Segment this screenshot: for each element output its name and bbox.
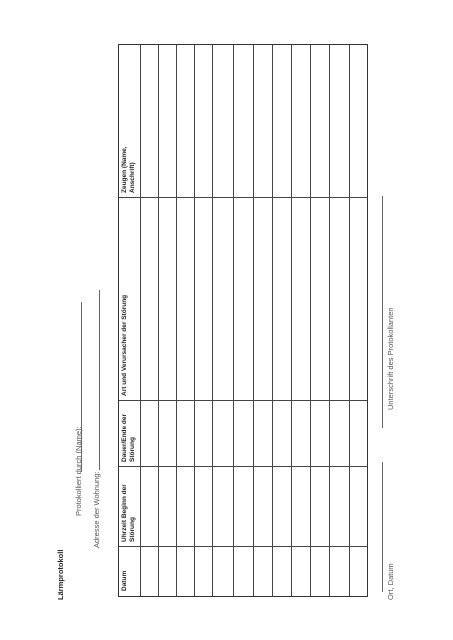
column-divider (119, 400, 367, 401)
row-divider (349, 45, 350, 596)
column-header-witnesses: Zeugen (Name, Anschrift) (121, 146, 136, 193)
row-divider (253, 45, 254, 596)
row-divider (140, 45, 141, 596)
row-divider (176, 45, 177, 596)
column-header-duration: Dauer/Ende der Störung (121, 413, 136, 462)
column-divider (119, 197, 367, 198)
noise-log-table (118, 44, 368, 597)
place-date-field[interactable] (382, 462, 383, 592)
signature-field[interactable] (382, 196, 383, 428)
row-divider (194, 45, 195, 596)
address-field[interactable] (99, 290, 100, 470)
place-date-label: Ort, Datum (386, 563, 395, 600)
row-divider (158, 45, 159, 596)
column-header-start-time: Uhrzeit Beginn der Störung (121, 484, 136, 542)
column-header-type-cause: Art und Verursacher der Störung (121, 294, 128, 396)
column-divider (119, 466, 367, 467)
row-divider (233, 45, 234, 596)
document-title: Lärmprotokoll (56, 549, 65, 600)
recorded-by-field[interactable] (81, 302, 82, 472)
column-divider (119, 546, 367, 547)
row-divider (310, 45, 311, 596)
address-label: Adresse der Wohnung: (92, 471, 101, 548)
column-header-date: Datum (121, 570, 128, 591)
row-divider (212, 45, 213, 596)
row-divider (272, 45, 273, 596)
signature-label: Unterschrift des Protokollanten (386, 307, 395, 410)
row-divider (329, 45, 330, 596)
row-divider (291, 45, 292, 596)
recorded-by-label: Protokolliert durch (Name): (74, 426, 83, 516)
